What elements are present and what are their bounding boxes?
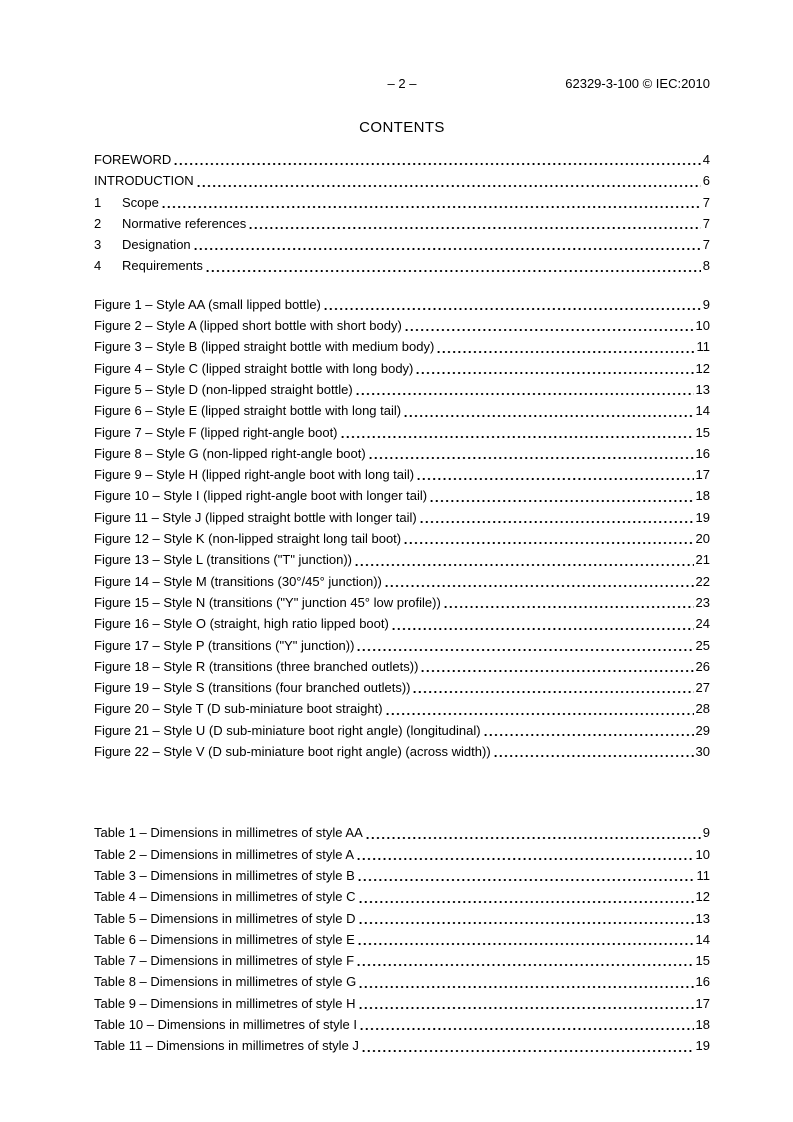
toc-entry-label: Figure 12 – Style K (non-lipped straight long tail boot) — [94, 531, 402, 547]
page-number: – 2 – — [387, 76, 417, 91]
toc-entry — [94, 170, 710, 191]
toc-entry-label: Figure 19 – Style S (transitions (four branched outlets)) — [94, 680, 411, 696]
toc-entry-page: 14 — [695, 931, 710, 947]
toc-entry — [94, 971, 710, 992]
toc-entry-page: 15 — [695, 953, 710, 969]
toc-entry-page: 19 — [695, 509, 710, 525]
toc-entry-page: 7 — [702, 237, 710, 253]
dot-leader — [412, 677, 693, 698]
toc-entry-label: Table 3 – Dimensions in millimetres of style B — [94, 867, 355, 883]
toc-entry-label: Figure 22 – Style V (D sub-miniature boot right angle) (across width)) — [94, 744, 491, 760]
toc-entry-page: 27 — [695, 680, 710, 696]
clause-number: 2 — [94, 215, 102, 231]
toc-entry-page: 18 — [695, 1016, 710, 1032]
toc-entry — [94, 315, 710, 336]
toc-entry-label: Figure 15 – Style N (transitions ("Y" junction 45° low profile)) — [94, 594, 441, 610]
toc-entry-page: 18 — [695, 488, 710, 504]
toc-sections — [94, 149, 710, 277]
toc-entry-page: 15 — [695, 424, 710, 440]
toc-entry — [94, 592, 710, 613]
dot-leader — [365, 822, 701, 843]
toc-entry — [94, 443, 710, 464]
dot-leader — [483, 720, 694, 741]
document-reference: 62329-3-100 © IEC:2010 — [565, 76, 710, 91]
toc-entry-page: 9 — [702, 296, 710, 312]
dot-leader — [368, 443, 694, 464]
toc-entry — [94, 844, 710, 865]
toc-entry — [94, 613, 710, 634]
dot-leader — [358, 993, 694, 1014]
dot-leader — [404, 315, 694, 336]
toc-entry-label: Figure 11 – Style J (lipped straight bottle with longer tail) — [94, 509, 417, 525]
dot-leader — [248, 213, 700, 234]
clause-number: 1 — [94, 194, 102, 210]
toc-entry — [94, 422, 710, 443]
toc-entry-label: Figure 10 – Style I (lipped right-angle boot with longer tail) — [94, 488, 428, 504]
dot-leader — [356, 635, 693, 656]
toc-entry-page: 17 — [695, 995, 710, 1011]
toc-entry-label: Figure 7 – Style F (lipped right-angle boot) — [94, 424, 338, 440]
dot-leader — [356, 844, 693, 865]
toc-entry — [94, 571, 710, 592]
dot-leader — [340, 422, 694, 443]
toc-entry — [94, 149, 710, 170]
toc-entry-label: Figure 21 – Style U (D sub-miniature boot right angle) (longitudinal) — [94, 722, 481, 738]
toc-tables-list — [94, 822, 710, 1056]
toc-entry-label: Figure 20 – Style T (D sub-miniature boot straight) — [94, 701, 383, 717]
toc-entry-page: 11 — [696, 339, 710, 355]
toc-entry-label: Figure 5 – Style D (non-lipped straight bottle) — [94, 381, 353, 397]
toc-entry-page: 20 — [695, 531, 710, 547]
clause-number: 4 — [94, 258, 102, 274]
dot-leader — [358, 908, 694, 929]
toc-entry-page: 9 — [702, 825, 710, 841]
toc-entry-label: Figure 8 – Style G (non-lipped right-angle boot) — [94, 445, 366, 461]
toc-entry — [94, 993, 710, 1014]
toc-entry-label: Normative references — [122, 215, 247, 231]
dot-leader — [443, 592, 694, 613]
dot-leader — [419, 507, 694, 528]
toc-entry-label: Figure 13 – Style L (transitions ("T" junction)) — [94, 552, 353, 568]
toc-entry — [94, 255, 710, 276]
toc-entry-page: 12 — [695, 360, 710, 376]
toc-entry-page: 28 — [695, 701, 710, 717]
toc-entry — [94, 929, 710, 950]
toc-entry — [94, 865, 710, 886]
toc-entry — [94, 358, 710, 379]
toc-entry — [94, 677, 710, 698]
toc-entry — [94, 908, 710, 929]
toc-entry-label: Figure 9 – Style H (lipped right-angle boot with long tail) — [94, 467, 415, 483]
dot-leader — [356, 950, 693, 971]
toc-entry-label: Table 6 – Dimensions in millimetres of style E — [94, 931, 355, 947]
toc-entry — [94, 549, 710, 570]
dot-leader — [355, 379, 694, 400]
dot-leader — [323, 294, 701, 315]
toc-entry — [94, 1035, 710, 1056]
toc-entry — [94, 379, 710, 400]
toc-entry-page: 13 — [695, 381, 710, 397]
toc-entry-label: Table 7 – Dimensions in millimetres of style F — [94, 953, 355, 969]
toc-entry-page: 14 — [695, 403, 710, 419]
toc-entry-label: Table 4 – Dimensions in millimetres of style C — [94, 889, 356, 905]
toc-entry-page: 26 — [695, 658, 710, 674]
dot-leader — [357, 865, 695, 886]
toc-entry-page: 12 — [695, 889, 710, 905]
toc-entry-label: Figure 14 – Style M (transitions (30°/45° junction)) — [94, 573, 382, 589]
toc-entry-page: 7 — [702, 194, 710, 210]
toc-entry-label: Figure 18 – Style R (transitions (three branched outlets)) — [94, 658, 419, 674]
toc-entry — [94, 1014, 710, 1035]
toc-entry-page: 16 — [695, 974, 710, 990]
clause-number: 3 — [94, 237, 102, 253]
dot-leader — [361, 1035, 694, 1056]
toc-entry-label: INTRODUCTION — [94, 173, 194, 189]
toc-entry-page: 17 — [695, 467, 710, 483]
toc-entry — [94, 234, 710, 255]
toc-entry-label: Figure 16 – Style O (straight, high ratio lipped boot) — [94, 616, 389, 632]
dot-leader — [193, 234, 701, 255]
toc-entry-label: Figure 3 – Style B (lipped straight bottle with medium body) — [94, 339, 435, 355]
dot-leader — [429, 485, 693, 506]
toc-entry-page: 30 — [695, 744, 710, 760]
toc-entry — [94, 485, 710, 506]
toc-entry-page: 10 — [695, 318, 710, 334]
toc-entry — [94, 822, 710, 843]
dot-leader — [359, 1014, 694, 1035]
dot-leader — [403, 400, 693, 421]
toc-entry — [94, 336, 710, 357]
toc-entry — [94, 528, 710, 549]
toc-entry-page: 10 — [695, 846, 710, 862]
dot-leader — [493, 741, 694, 762]
toc-entry-page: 21 — [695, 552, 710, 568]
toc-entry-page: 24 — [695, 616, 710, 632]
toc-entry — [94, 741, 710, 762]
dot-leader — [384, 571, 694, 592]
toc-entry-page: 13 — [695, 910, 710, 926]
toc-entry-label: Table 2 – Dimensions in millimetres of style A — [94, 846, 355, 862]
toc-entry — [94, 886, 710, 907]
dot-leader — [205, 255, 701, 276]
dot-leader — [420, 656, 693, 677]
toc-entry-page: 25 — [695, 637, 710, 653]
toc-entry-label: Figure 1 – Style AA (small lipped bottle) — [94, 296, 321, 312]
toc-entry-label: Figure 4 – Style C (lipped straight bottle with long body) — [94, 360, 414, 376]
dot-leader — [358, 886, 694, 907]
dot-leader — [357, 929, 694, 950]
dot-leader — [173, 149, 700, 170]
toc-entry-page: 29 — [695, 722, 710, 738]
toc-entry-label: Requirements — [122, 258, 203, 274]
toc-entry — [94, 507, 710, 528]
toc-entry-label: FOREWORD — [94, 152, 172, 167]
dot-leader — [436, 336, 694, 357]
toc-entry — [94, 294, 710, 315]
toc-entry-label: Table 5 – Dimensions in millimetres of style D — [94, 910, 356, 926]
toc-entry-label: Table 1 – Dimensions in millimetres of style AA — [94, 825, 363, 841]
dot-leader — [415, 358, 693, 379]
toc-entry — [94, 213, 710, 234]
dot-leader — [416, 464, 693, 485]
toc-entry-page: 19 — [695, 1038, 710, 1054]
dot-leader — [161, 192, 701, 213]
toc-entry-label: Table 9 – Dimensions in millimetres of style H — [94, 995, 356, 1011]
toc-entry-label: Table 10 – Dimensions in millimetres of style I — [94, 1016, 357, 1032]
dot-leader — [196, 170, 701, 191]
toc-entry-page: 6 — [702, 173, 710, 189]
page-header — [94, 76, 710, 93]
toc-entry — [94, 464, 710, 485]
toc-entry-page: 11 — [696, 867, 710, 883]
toc-entry-label: Scope — [122, 194, 159, 210]
toc-entry-page: 7 — [702, 215, 710, 231]
toc-entry — [94, 656, 710, 677]
toc-entry-page: 8 — [702, 258, 710, 274]
toc-entry-page: 16 — [695, 445, 710, 461]
dot-leader — [385, 698, 694, 719]
toc-entry — [94, 950, 710, 971]
toc-entry-label: Figure 6 – Style E (lipped straight bottle with long tail) — [94, 403, 402, 419]
toc-entry — [94, 698, 710, 719]
contents-title: CONTENTS — [359, 119, 445, 136]
toc-entry-page: 22 — [695, 573, 710, 589]
toc-entry-label: Figure 2 – Style A (lipped short bottle with short body) — [94, 318, 402, 334]
dot-leader — [403, 528, 693, 549]
toc-entry — [94, 635, 710, 656]
toc-entry — [94, 720, 710, 741]
toc-entry-page: 4 — [702, 152, 710, 167]
dot-leader — [391, 613, 694, 634]
toc-entry — [94, 192, 710, 213]
toc-entry-label: Figure 17 – Style P (transitions ("Y" junction)) — [94, 637, 355, 653]
toc-entry-label: Designation — [122, 237, 191, 253]
dot-leader — [354, 549, 694, 570]
toc-entry-page: 23 — [695, 594, 710, 610]
toc-figures-list — [94, 294, 710, 763]
toc-entry — [94, 400, 710, 421]
dot-leader — [358, 971, 693, 992]
toc-entry-label: Table 11 – Dimensions in millimetres of style J — [94, 1038, 359, 1054]
toc-entry-label: Table 8 – Dimensions in millimetres of style G — [94, 974, 357, 990]
